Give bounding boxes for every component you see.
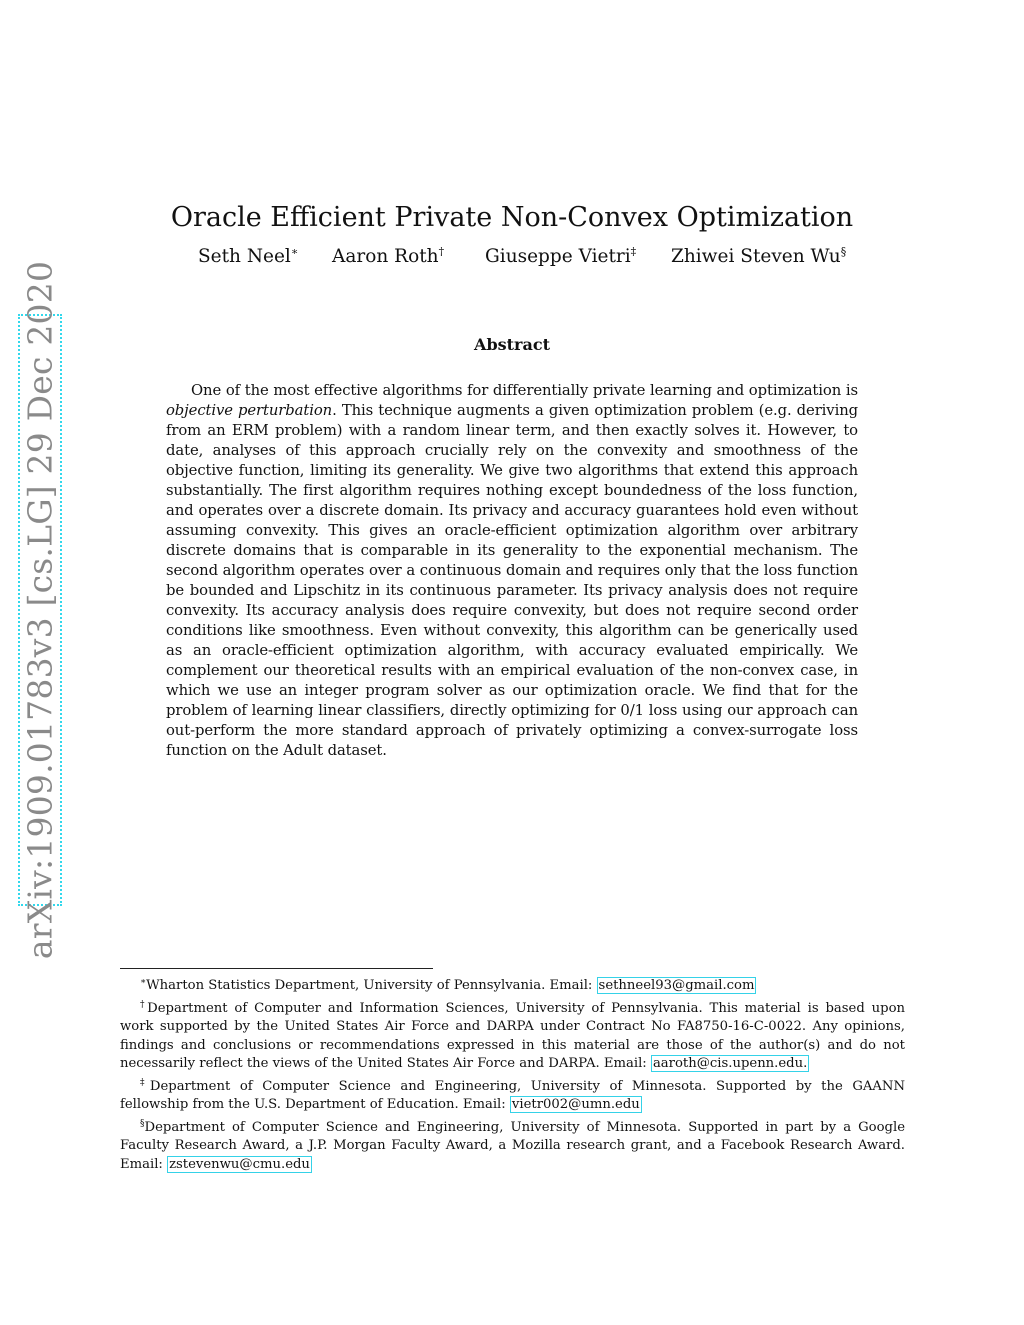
email-link[interactable]: sethneel93@gmail.com — [598, 978, 755, 993]
footnote-text: Department of Computer Science and Engineering, University of Minnesota. Supported in part by a Google Faculty Research Award, a J.P. Morgan Faculty Award, a Mozilla research grant, and a Facebook Research Award. Email: — [120, 1119, 905, 1172]
author-name: Giuseppe Vietri — [485, 246, 631, 267]
footnote-giuseppe-vietri — [120, 1074, 905, 1115]
arxiv-stamp[interactable] — [18, 260, 62, 960]
footnote-zhiwei-steven-wu — [120, 1115, 905, 1175]
footnote-rule — [120, 968, 433, 969]
footnotes — [120, 973, 905, 1174]
footnote-text: Department of Computer Science and Engineering, University of Minnesota. Supported by the GAANN fellowship from the U.S. Department of Education. Email: — [120, 1078, 906, 1112]
author-mark: † — [438, 245, 445, 258]
author-giuseppe-vietri — [485, 245, 636, 267]
author-aaron-roth — [332, 245, 444, 267]
abstract-body: . This technique augments a given optimization problem (e.g. deriving from an ERM problem) with a random linear term, and then exactly solves it. However, to date, analyses of this approach crucially rely on the convexity and smoothness of the objective function, limiting its generality. We give two algorithms that extend this approach substantially. The first algorithm requires nothing except boundedness of the loss function, and operates over a discrete domain. Its privacy and accuracy guarantees hold even without assuming convexity. This gives an oracle-efficient optimization algorithm over arbitrary discrete domains that is comparable in its generality to the exponential mechanism. The second algorithm operates over a continuous domain and requires only that the loss function be bounded and Lipschitz in its continuous parameter. Its privacy analysis does not require convexity. Its accuracy analysis does require convexity, but does not require second order conditions like smoothness. Even without convexity, this algorithm can be generically used as an oracle-efficient optimization algorithm, with accuracy evaluated empirically. We complement our theoretical results with an empirical evaluation of the non-convex case, in which we use an integer program solver as our optimization oracle. We find that for the problem of learning linear classifiers, directly optimizing for 0/1 loss using our approach can out-perform the more standard approach of privately optimizing a convex-surrogate loss function on the Adult dataset. — [166, 401, 859, 759]
abstract-intro: One of the most effective algorithms for differentially private learning and optimization is — [191, 381, 858, 399]
footnote-mark: § — [140, 1118, 145, 1129]
abstract-text — [166, 381, 858, 761]
footnote-mark: ‡ — [140, 1077, 150, 1088]
author-mark: ∗ — [290, 245, 299, 258]
footnote-aaron-roth — [120, 996, 905, 1074]
email-link[interactable]: vietr002@umn.edu — [511, 1097, 640, 1112]
email-link[interactable]: aaroth@cis.upenn.edu. — [652, 1056, 808, 1071]
author-name: Aaron Roth — [332, 246, 439, 267]
abstract-emphasis: objective perturbation — [166, 401, 333, 419]
footnote-mark: † — [140, 999, 148, 1010]
author-name: Zhiwei Steven Wu — [671, 246, 841, 267]
author-name: Seth Neel — [198, 246, 291, 267]
arxiv-identifier: arXiv:1909.01783v3 [cs.LG] 29 Dec 2020 — [20, 260, 60, 960]
author-mark: § — [840, 245, 847, 258]
footnote-seth-neel — [120, 973, 905, 996]
footnote-text: Department of Computer and Information Sciences, University of Pennsylvania. This material is based upon work supported by the United States Air Force and DARPA under Contract No FA8750-16-C-0022. Any opinions, findings and conclusions or recommendations expressed in this material are those of the author(s) and do not necessarily reflect the views of the United States Air Force and DARPA. Email: — [120, 1000, 905, 1071]
author-seth-neel — [198, 245, 298, 267]
author-mark: ‡ — [630, 245, 637, 258]
footnote-text: Wharton Statistics Department, University of Pennsylvania. Email: — [146, 978, 597, 993]
abstract-heading: Abstract — [474, 335, 550, 354]
paper-title: Oracle Efficient Private Non-Convex Optimization — [170, 202, 854, 234]
footnote-mark: ∗ — [140, 977, 147, 987]
email-link[interactable]: zstevenwu@cmu.edu — [169, 1156, 310, 1172]
author-zhiwei-steven-wu — [671, 245, 846, 267]
